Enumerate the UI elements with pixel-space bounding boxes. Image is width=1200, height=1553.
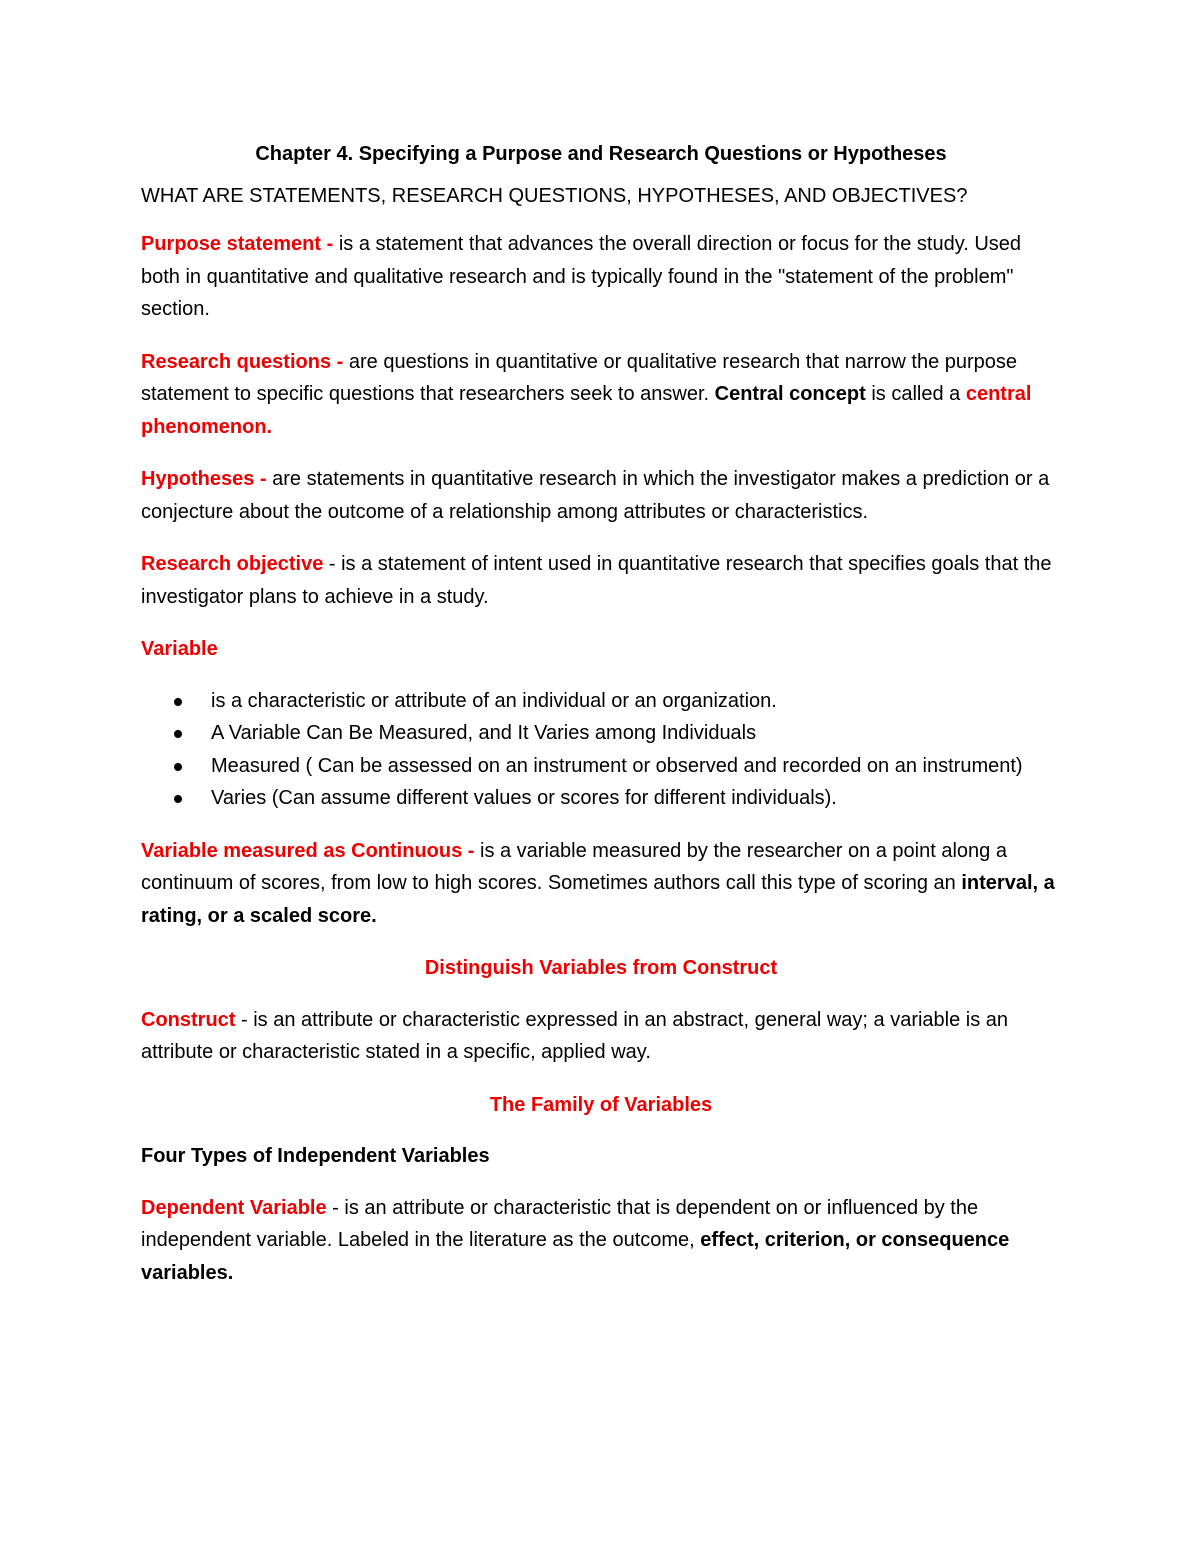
research-questions-term: Research questions - [141,350,344,373]
hypotheses-text: are statements in quantitative research in which the investigator makes a prediction or a conjecture about the outcome of a relationship among attributes or characteristics. [141,468,1050,523]
dependent-variable-paragraph [141,1192,1061,1290]
variable-heading: Variable [141,638,218,660]
continuous-variable-paragraph [141,835,1061,933]
construct-term: Construct [141,1008,236,1031]
research-questions-text-2: is called a [865,383,966,405]
bullet-icon [174,795,182,803]
document-title: Chapter 4. Specifying a Purpose and Research Questions or Hypotheses [255,143,947,165]
list-item [141,782,1061,815]
list-item-text: A Variable Can Be Measured, and It Varies among Individuals [211,722,757,744]
central-phenomenon-term: central phenomenon. [141,383,1032,438]
purpose-statement-term: Purpose statement - [141,233,334,255]
continuous-variable-term: Variable measured as Continuous - [141,839,475,862]
section-subtitle: WHAT ARE STATEMENTS, RESEARCH QUESTIONS, HYPOTHESES, AND OBJECTIVES? [141,184,968,207]
bullet-icon [174,763,182,771]
central-concept-term: Central concept [714,383,866,405]
dependent-variable-term: Dependent Variable [141,1196,327,1219]
research-objective-paragraph [141,548,1061,613]
bullet-icon [174,698,182,706]
list-item [141,685,1061,718]
dependent-variable-bold: effect, criterion, or consequence variables. [141,1229,1010,1284]
list-item [141,750,1061,783]
continuous-variable-bold: interval, a rating, or a scaled score. [141,872,1055,927]
construct-text: - is an attribute or characteristic expressed in an abstract, general way; a variable is an attribute or characteristic stated in a specific, applied way. [141,1008,1009,1063]
list-item-text: is a characteristic or attribute of an individual or an organization. [211,689,777,712]
continuous-variable-text: is a variable measured by the researcher on a point along a continuum of scores, from low to high scores. Sometimes authors call this type of scoring an [141,839,1007,894]
research-objective-term: Research objective [141,553,324,575]
research-questions-text: are questions in quantitative or qualitative research that narrow the purpose statement to specific questions that researchers seek to answer. [141,350,1018,405]
hypotheses-paragraph [141,463,1061,528]
list-item-text: Varies (Can assume different values or scores for different individuals). [211,787,837,809]
purpose-statement-paragraph [141,228,1061,326]
four-types-heading: Four Types of Independent Variables [141,1145,490,1167]
list-item [141,717,1061,750]
document-body [141,138,1061,1309]
bullet-icon [174,730,182,738]
list-item-text: Measured ( Can be assessed on an instrument or observed and recorded on an instrument) [211,754,1023,777]
research-objective-text: - is a statement of intent used in quantitative research that specifies goals that the investigator plans to achieve in a study. [141,553,1052,608]
research-questions-paragraph [141,346,1061,444]
hypotheses-term: Hypotheses - [141,468,267,490]
distinguish-heading: Distinguish Variables from Construct [424,957,778,979]
variable-bullet-list [141,685,1061,815]
dependent-variable-text: - is an attribute or characteristic that is dependent on or influenced by the independent variable. Labeled in the literature as the outcome, [141,1196,979,1251]
purpose-statement-text: is a statement that advances the overall direction or focus for the study. Used both in quantitative and qualitative research and is typically found in the "statement of the problem" section. [141,233,1022,320]
family-of-variables-heading: The Family of Variables [489,1093,713,1116]
construct-paragraph [141,1004,1061,1069]
